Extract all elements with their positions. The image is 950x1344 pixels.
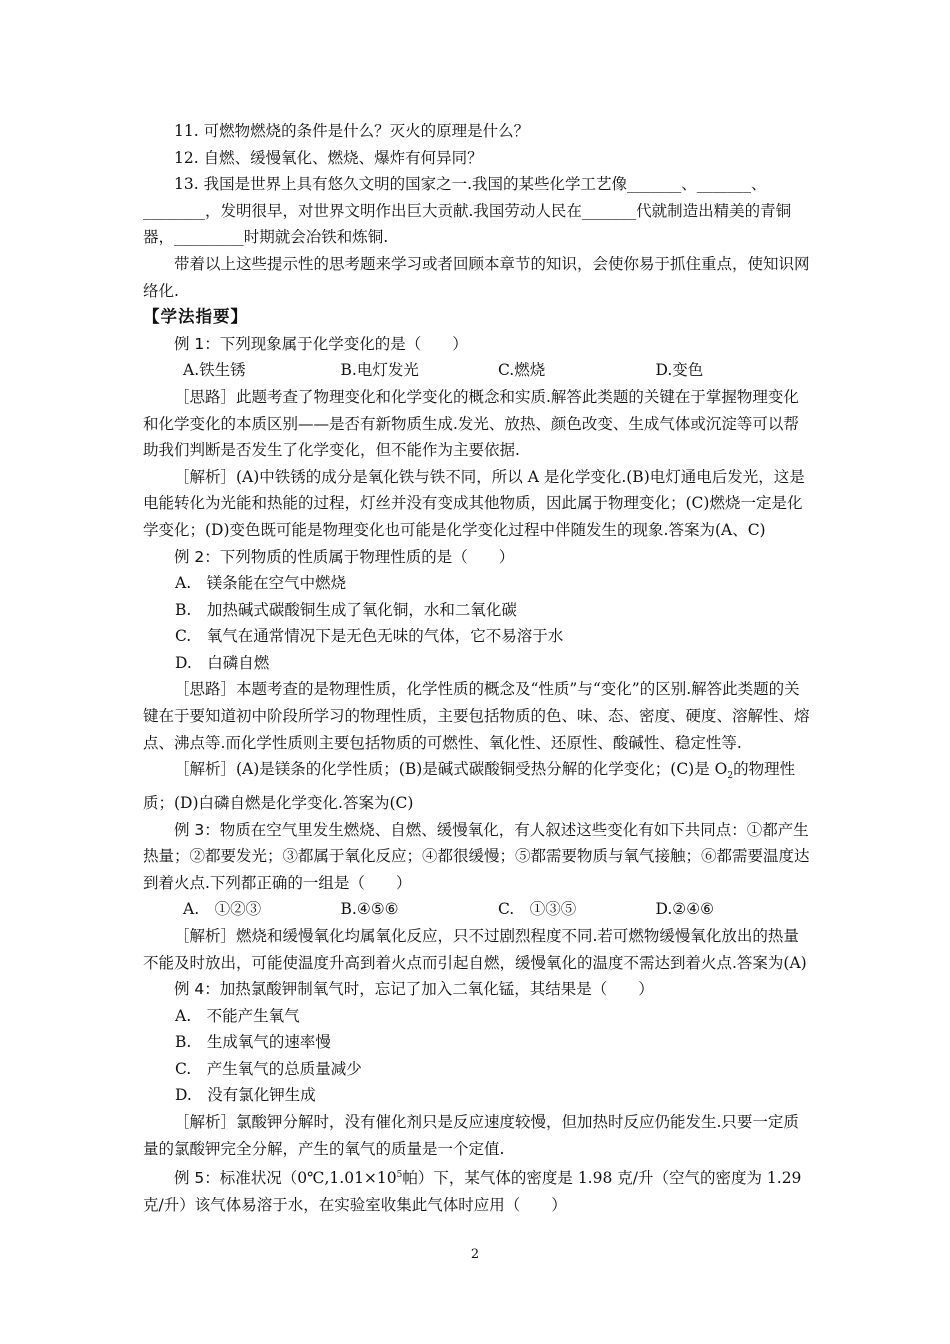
example-3-option-b: B.④⑤⑥ (340, 900, 399, 919)
closing-paragraph: 带着以上这些提示性的思考题来学习或者回顾本章节的知识，会使你易于抓住重点，使知识网络化. (143, 254, 810, 300)
example-3-stem: ：物质在空气里发生燃烧、自燃、缓慢氧化，有人叙述这些变化有如下共同点：①都产生热量；②都要发光；③都属于氧化反应；④都很缓慢；⑤都需要物质与氧气接触；⑥都需要温度达到着火点.下列都正确的一组是（ ） (143, 820, 810, 892)
example-2-stem: ：下列物质的性质属于物理性质的是（ ） (204, 547, 515, 566)
page-content (143, 118, 813, 1219)
example-1-question (143, 331, 813, 358)
example-5-stem-part1: ：标准状况（0℃,1.01×10 (204, 1169, 397, 1188)
example-4-option-a: A. 不能产生氧气 (175, 1006, 300, 1025)
example-3-options (143, 896, 813, 923)
example-1-option-c: C.燃烧 (498, 361, 546, 380)
example-1-thinking: ［思路］此题考查了物理变化和化学变化的概念和实质.解答此类题的关键在于掌握物理变化和化学变化的本质区别——是否有新物质生成.发光、放热、颜色改变、生成气体或沉淀等可以帮助我们判断是否发生了化学变化，但不能作为主要依据. (143, 387, 799, 460)
example-3-option-c: C. ①③⑤ (498, 900, 577, 919)
example-5-question (143, 1162, 813, 1218)
question-12: 12. 自燃、缓慢氧化、燃烧、爆炸有何异同？ (174, 148, 483, 167)
section-title: 【学法指要】 (143, 307, 248, 327)
exponent-superscript: 5 (396, 1170, 403, 1181)
example-2-option-d: D. 白磷自燃 (175, 653, 270, 672)
example-1-option-d: D.变色 (655, 361, 704, 380)
example-5-label: 例 5 (174, 1169, 205, 1188)
example-3-question (143, 817, 813, 897)
example-1-label: 例 1 (174, 334, 205, 353)
example-2-option-b: B. 加热碱式碳酸铜生成了氧化铜，水和二氧化碳 (175, 600, 517, 619)
page-number: 2 (470, 1247, 480, 1262)
example-3-option-a: A. ①②③ (183, 900, 262, 919)
example-2-option-c: C. 氧气在通常情况下是无色无味的气体，它不易溶于水 (175, 627, 564, 646)
example-1-options (143, 357, 813, 384)
example-2-thinking: ［思路］本题考查的是物理性质，化学性质的概念及“性质”与“变化”的区别.解答此类题的关键在于要知道初中阶段所学习的物理性质，主要包括物质的色、味、态、密度、硬度、溶解性、熔点、沸点等.而化学性质则主要包括物质的可燃性、氧化性、还原性、酸碱性、稳定性等. (143, 680, 810, 752)
example-5-stem-part2: 帕）下，某气体的密度是 1.98 克/升（空气的密度为 1.29 克/升）该气体易溶于水，在实验室收集此气体时应用（ ） (143, 1169, 802, 1214)
example-4-label: 例 4 (174, 980, 205, 999)
example-3-option-d: D.②④⑥ (655, 900, 714, 919)
example-2-analysis-part2: 的物理性质；(D)白磷自燃是化学变化.答案为(C) (143, 760, 796, 812)
example-4-option-d: D. 没有氯化钾生成 (175, 1086, 316, 1105)
oxygen-subscript: 2 (727, 771, 734, 782)
example-3-label: 例 3 (174, 820, 205, 839)
example-1-analysis: ［解析］(A)中铁锈的成分是氧化铁与铁不同，所以 A 是化学变化.(B)电灯通电后发光，这是电能转化为光能和热能的过程，灯丝并没有变成其他物质，因此属于物理变化；(C)燃烧一定是化学变化；(D)变色既可能是物理变化也可能是化学变化过程中伴随发生的现象.答案为(A、C) (143, 467, 805, 539)
question-11: 11. 可燃物燃烧的条件是什么？灭火的原理是什么？ (174, 122, 530, 140)
example-4-option-b: B. 生成氧气的速率慢 (175, 1033, 331, 1052)
example-2-option-a: A. 镁条能在空气中燃烧 (175, 574, 347, 593)
example-4-stem: ：加热氯酸钾制氧气时，忘记了加入二氧化锰，其结果是（ ） (204, 980, 654, 999)
example-4-option-c: C. 产生氧气的总质量减少 (175, 1059, 362, 1078)
example-2-analysis-part1: ［解析］(A)是镁条的化学性质；(B)是碱式碳酸铜受热分解的化学变化；(C)是 O (174, 760, 728, 779)
example-4-question (143, 976, 813, 1003)
example-2-label: 例 2 (174, 547, 205, 566)
example-2-question (143, 544, 813, 571)
example-1-option-b: B.电灯发光 (340, 361, 419, 380)
example-1-option-a: A.铁生锈 (183, 361, 246, 380)
example-2-analysis (143, 756, 813, 816)
question-13: 13. 我国是世界上具有悠久文明的国家之一.我国的某些化学工艺像_______、_______、________，发明很早，对世界文明作出巨大贡献.我国劳动人民在_______代就制造出精美的青铜器，_________时期就会冶铁和炼铜. (143, 175, 792, 247)
example-4-analysis: ［解析］氯酸钾分解时，没有催化剂只是反应速度较慢，但加热时反应仍能发生.只要一定质量的氯酸钾完全分解，产生的氧气的质量是一个定值. (143, 1113, 799, 1158)
example-3-analysis: ［解析］燃烧和缓慢氧化均属氧化反应，只不过剧烈程度不同.若可燃物缓慢氧化放出的热量不能及时放出，可能使温度升高到着火点而引起自燃，缓慢氧化的温度不需达到着火点.答案为(A) (143, 926, 807, 972)
example-1-stem: ：下列现象属于化学变化的是（ ） (204, 334, 468, 353)
